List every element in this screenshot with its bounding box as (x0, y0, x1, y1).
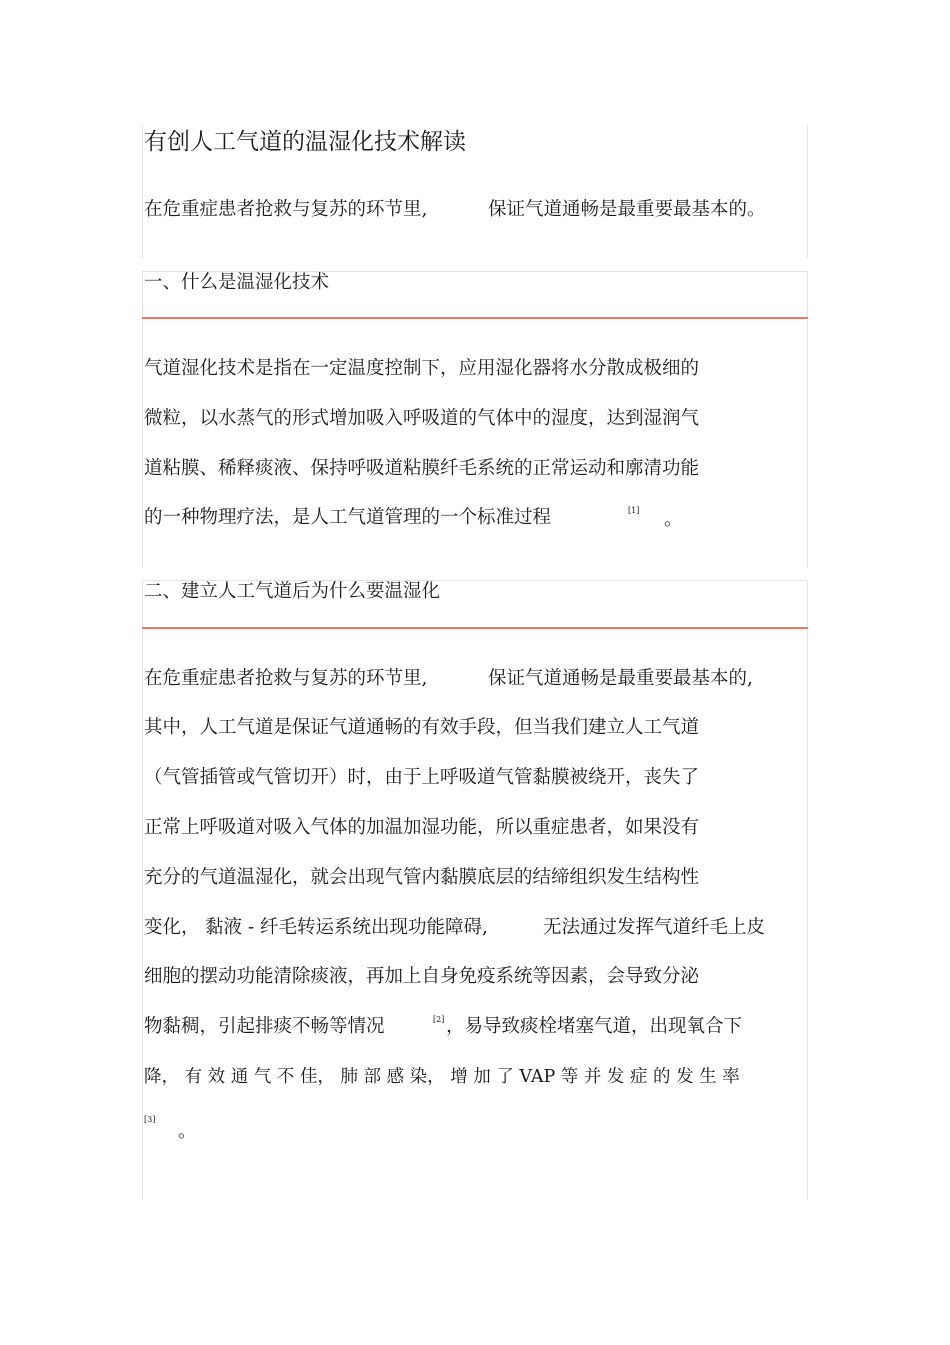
section2-line-3: （气管插管或气管切开）时，由于上呼吸道气管黏膜被绕开，丧失了 (144, 767, 700, 788)
section2-line-5: 充分的气道温湿化，就会出现气管内黏膜底层的结缔组织发生结构性 (144, 867, 700, 888)
intro-text-part2: 保证气道通畅是最重要最基本的。 (488, 199, 766, 220)
citation-2: [2] (433, 1015, 445, 1024)
section2-line-8a: 物黏稠，引起排痰不畅等情况 (144, 1016, 385, 1037)
section2-line-6a: 变化， (144, 917, 200, 938)
section1-line-4: 的一种物理疗法，是人工气道管理的一个标准过程 (144, 507, 552, 528)
section1-line-3: 道粘膜、稀释痰液、保持呼吸道粘膜纤毛系统的正常运动和廓清功能 (144, 458, 700, 479)
section2-line-4: 正常上呼吸道对吸入气体的加温加湿功能，所以重症患者，如果没有 (144, 817, 700, 838)
intro-text-part1: 在危重症患者抢救与复苏的环节里, (144, 199, 428, 220)
section1-heading: 一、什么是温湿化技术 (144, 272, 330, 293)
page-title: 有创人工气道的温湿化技术解读 (144, 129, 466, 155)
section2-rule (142, 627, 808, 629)
section1-line-1: 气道湿化技术是指在一定温度控制下，应用湿化器将水分散成极细的 (144, 358, 700, 379)
section2-line-6b: 黏液 - 纤毛转运系统出现功能障碍, (205, 917, 488, 938)
section2-line-1b: 保证气道通畅是最重要最基本的, (488, 668, 753, 689)
section2-line-7: 细胞的摆动功能清除痰液，再加上自身免疫系统等因素，会导致分泌 (144, 966, 700, 987)
section2-line-8b: ，易导致痰栓堵塞气道，出现氧合下 (446, 1016, 743, 1037)
section2-line-2: 其中，人工气道是保证气道通畅的有效手段，但当我们建立人工气道 (144, 717, 700, 738)
section2-line-6c: 无法通过发挥气道纤毛上皮 (543, 917, 766, 938)
citation-3: [3] (144, 1115, 156, 1124)
section1-rule (142, 317, 808, 319)
section2-line-9: 降， 有 效 通 气 不 佳， 肺 部 感 染， 增 加 了 VAP 等 并 发 症 的 发 生 率 (144, 1067, 740, 1087)
section2-heading: 二、建立人工气道后为什么要温湿化 (144, 581, 441, 602)
section2-end-mark: 。 (178, 1121, 197, 1142)
section1-line-2: 微粒，以水蒸气的形式增加吸入呼吸道的气体中的湿度，达到湿润气 (144, 408, 700, 429)
section2-line-1a: 在危重症患者抢救与复苏的环节里, (144, 668, 428, 689)
citation-1: [1] (628, 506, 640, 515)
section1-end-mark: 。 (664, 509, 683, 530)
